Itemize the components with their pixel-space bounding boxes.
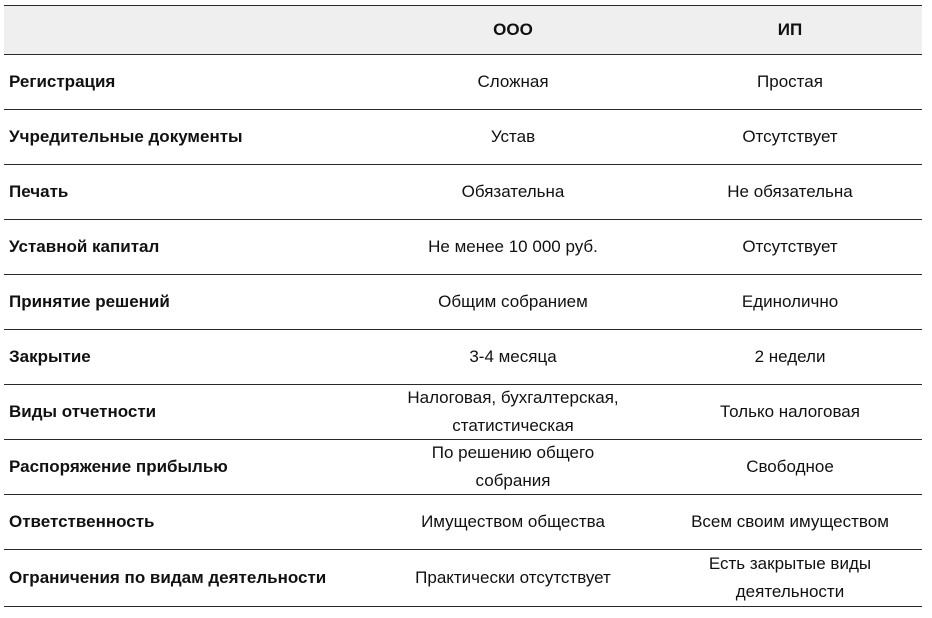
ip-cell: Есть закрытые виды деятельности	[708, 554, 872, 601]
table-header-row	[4, 6, 922, 55]
criterion-cell: Распоряжение прибылью	[9, 457, 228, 476]
ooo-cell: По решению общего собрания	[431, 443, 595, 490]
ooo-cell: 3-4 месяца	[469, 347, 557, 366]
criterion-cell: Учредительные документы	[9, 127, 243, 146]
ooo-cell: Обязательна	[461, 182, 565, 201]
ooo-cell: Сложная	[477, 72, 549, 91]
table-row	[4, 440, 922, 495]
criterion-cell: Ограничения по видам деятельности	[9, 568, 327, 587]
header-criterion-cell	[4, 6, 368, 54]
table-row	[4, 165, 922, 220]
criterion-cell: Закрытие	[9, 347, 91, 366]
ip-cell: Только налоговая	[720, 402, 860, 421]
ooo-cell: Устав	[490, 127, 536, 146]
header-ooo-cell: ООО	[493, 20, 533, 39]
ip-cell: Простая	[757, 72, 823, 91]
ooo-cell: Налоговая, бухгалтерская, статистическая	[407, 388, 619, 435]
header-ip-cell: ИП	[777, 20, 803, 39]
ip-cell: Единолично	[741, 292, 839, 311]
criterion-cell: Ответственность	[9, 512, 155, 531]
ip-cell: 2 недели	[754, 347, 826, 366]
comparison-table	[4, 5, 922, 607]
ooo-cell: Не менее 10 000 руб.	[428, 237, 598, 256]
criterion-cell: Виды отчетности	[9, 402, 157, 421]
table-row	[4, 275, 922, 330]
criterion-cell: Принятие решений	[9, 292, 170, 311]
ooo-cell: Практически отсутствует	[415, 568, 611, 587]
criterion-cell: Уставной капитал	[9, 237, 160, 256]
ip-cell: Не обязательна	[727, 182, 853, 201]
table-row	[4, 495, 922, 550]
ooo-cell: Общим собранием	[438, 292, 588, 311]
criterion-cell: Регистрация	[9, 72, 116, 91]
table-row	[4, 385, 922, 440]
table-row	[4, 55, 922, 110]
table-row	[4, 110, 922, 165]
ip-cell: Свободное	[746, 457, 834, 476]
table-row	[4, 220, 922, 275]
table-row	[4, 330, 922, 385]
ip-cell: Всем своим имуществом	[691, 512, 889, 531]
ip-cell: Отсутствует	[742, 127, 838, 146]
table-row	[4, 550, 922, 607]
ooo-cell: Имуществом общества	[421, 512, 605, 531]
criterion-cell: Печать	[9, 182, 69, 201]
ip-cell: Отсутствует	[742, 237, 838, 256]
